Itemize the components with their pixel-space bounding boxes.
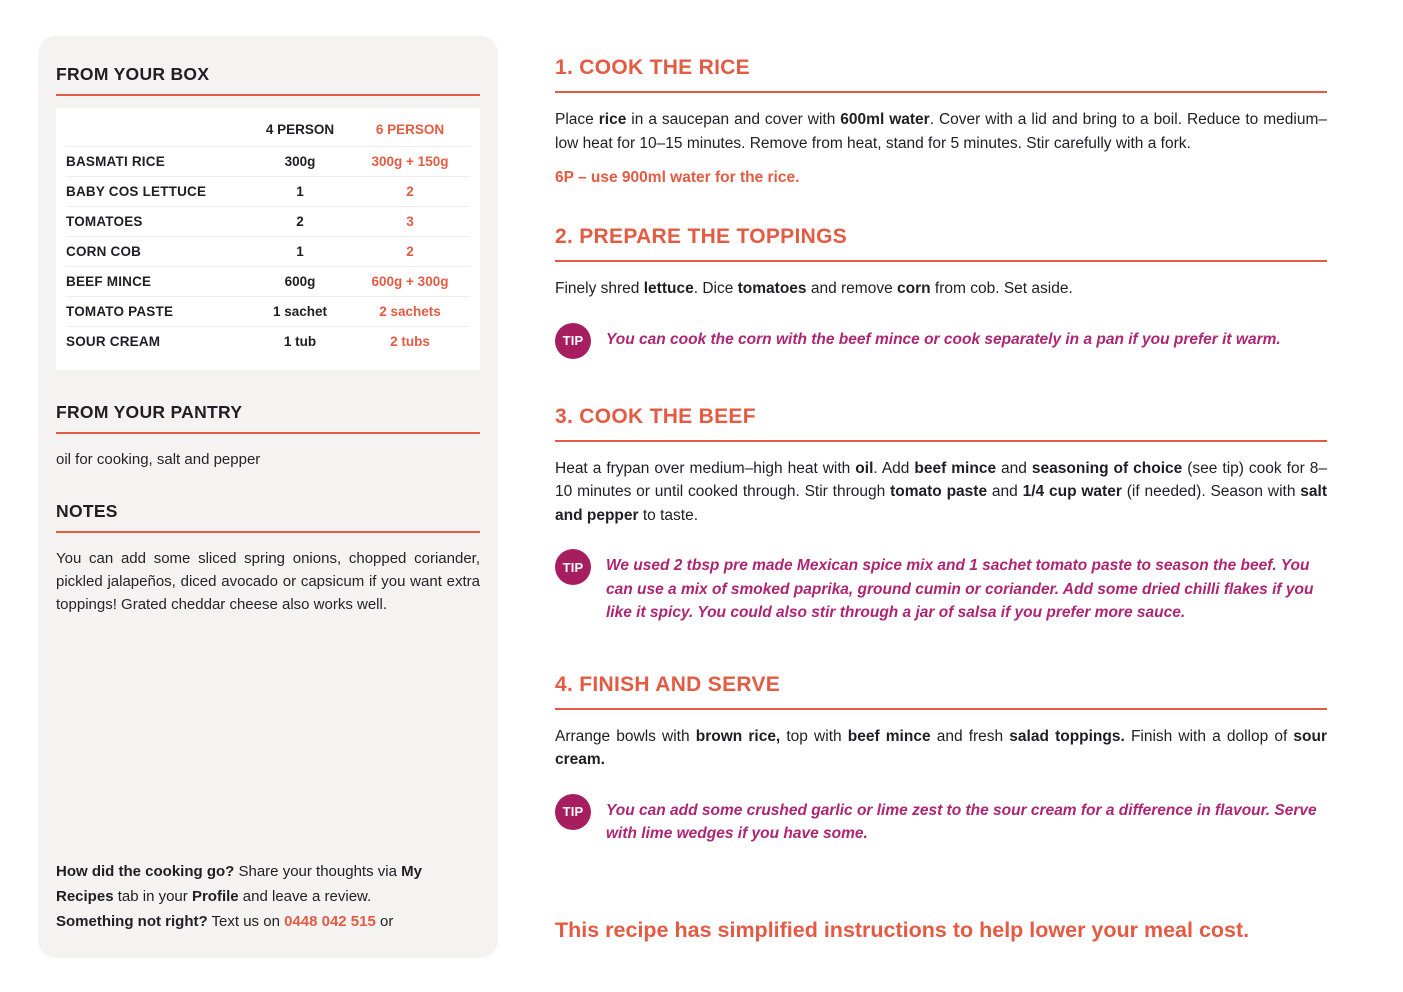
simplified-instructions-note: This recipe has simplified instructions to help lower your meal cost. [555,917,1250,942]
ingredient-name: BASMATI RICE [66,154,165,169]
step-4-finish-and-serve [555,673,1327,846]
tip-text: We used 2 tbsp pre made Mexican spice mix and 1 sachet tomato paste to season the beef. You can use a mix of smoked paprika, ground cumin or coriander. Add some dried chilli flakes if you like it spicy. You could also stir through a jar of salsa if you prefer more sauce. [606,557,1314,621]
table-row [66,297,470,327]
table-row [66,147,470,177]
qty-6-person: 300g + 150g [371,154,449,169]
box-title-underline [56,94,480,96]
qty-4-person: 1 tub [283,334,317,349]
qty-6-person: 2 [406,184,414,199]
pantry-text: oil for cooking, salt and pepper [56,451,261,468]
step-3-cook-the-beef [555,405,1327,625]
ingredient-name: TOMATOES [66,214,143,229]
ingredient-name: TOMATO PASTE [66,304,174,319]
tip-callout [555,323,1327,359]
step-title: 3. COOK THE BEEF [555,405,1327,442]
notes-title: NOTES [56,501,118,521]
tip-text: You can add some crushed garlic or lime zest to the sour cream for a difference in flavour. Serve with lime wedges if you have some. [606,801,1317,842]
header-4-person: 4 PERSON [265,122,335,137]
step-paragraph: Heat a frypan over medium–high heat with oil. Add beef mince and seasoning of choice (see tip) cook for 8–10 minutes or until cooked through. Stir through tomato paste and 1/4 cup water (if needed). Season with salt and pepper to taste. [555,459,1327,524]
tip-callout [555,794,1327,846]
pantry-title-underline [56,432,480,434]
header-6-person: 6 PERSON [375,122,445,137]
notes-text: You can add some sliced spring onions, chopped coriander, pickled jalapeños, diced avocado or capsicum if you want extra toppings! Grated cheddar cheese also works well. [56,550,480,613]
feedback-footer: How did the cooking go? Share your thoughts via My Recipes tab in your Profile and leave a review. Something not right? Text us on 0448 042 515 or [56,863,422,930]
qty-6-person: 600g + 300g [371,274,449,289]
tip-badge-icon: TIP [555,794,591,830]
step-paragraph: Arrange bowls with brown rice, top with beef mince and fresh salad toppings. Finish with a dollop of sour cream. [555,727,1328,768]
qty-6-person: 2 sachets [379,304,441,319]
ingredient-name: CORN COB [66,244,142,259]
notes-title-underline [56,531,480,533]
table-row [66,327,470,356]
table-row [66,207,470,237]
table-row [66,267,470,297]
qty-4-person: 2 [296,214,304,229]
qty-6-person: 2 tubs [390,334,430,349]
from-your-pantry-title: FROM YOUR PANTRY [56,402,243,422]
ingredients-table [56,108,480,370]
step-1-cook-the-rice [555,56,1327,187]
qty-6-person: 3 [406,214,414,229]
table-row [66,237,470,267]
instructions-column [555,56,1327,943]
table-row [66,177,470,207]
step-2-prepare-the-toppings [555,225,1327,359]
step-title: 1. COOK THE RICE [555,56,1327,93]
table-header-row [66,112,470,147]
ingredient-name: BABY COS LETTUCE [66,184,207,199]
tip-badge-icon: TIP [555,549,591,585]
step-title: 2. PREPARE THE TOPPINGS [555,225,1327,262]
ingredient-name: SOUR CREAM [66,334,161,349]
qty-4-person: 300g [284,154,316,169]
qty-4-person: 1 [296,184,304,199]
qty-4-person: 600g [284,274,316,289]
qty-4-person: 1 [296,244,304,259]
step-paragraph: Place rice in a saucepan and cover with 600ml water. Cover with a lid and bring to a boil. Reduce to medium–low heat for 10–15 minutes. Remove from heat, stand for 5 minutes. Stir carefully with a fork. [555,111,1327,152]
tip-badge-icon: TIP [555,323,591,359]
ingredient-name: BEEF MINCE [66,274,152,289]
tip-callout [555,549,1327,625]
step-paragraph: Finely shred lettuce. Dice tomatoes and remove corn from cob. Set aside. [555,280,1073,297]
qty-6-person: 2 [406,244,414,259]
qty-4-person: 1 sachet [272,304,328,319]
six-person-note: 6P – use 900ml water for the rice. [555,169,800,186]
ingredients-sidebar [38,36,498,958]
tip-text: You can cook the corn with the beef mince or cook separately in a pan if you prefer it warm. [606,330,1281,348]
from-your-box-title: FROM YOUR BOX [56,64,210,84]
step-title: 4. FINISH AND SERVE [555,673,1327,710]
